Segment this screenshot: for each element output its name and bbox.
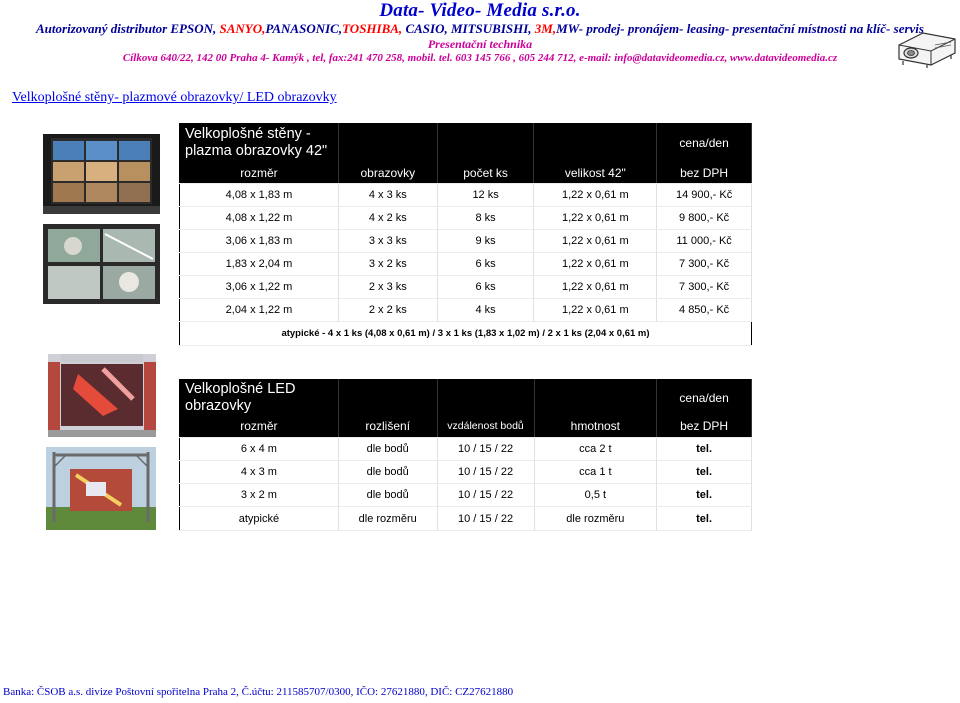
cell: 1,22 x 0,61 m <box>534 184 657 207</box>
atypical-note: atypické - 4 x 1 ks (4,08 x 0,61 m) / 3 x 1 ks (1,83 x 1,02 m) / 2 x 1 ks (2,04 x 0,61 m) <box>180 322 752 346</box>
cell: dle bodů <box>338 484 437 507</box>
plasma-table-title <box>180 124 339 163</box>
price-cell: tel. <box>657 438 752 461</box>
section-link[interactable]: Velkoplošné stěny- plazmové obrazovky/ LED obrazovky <box>12 90 337 105</box>
plasma-wall-photo <box>43 134 160 214</box>
table-row <box>180 438 752 461</box>
col-header-obrazovky: obrazovky <box>338 163 437 184</box>
table-row <box>180 207 752 230</box>
cell: 3,06 x 1,22 m <box>180 276 339 299</box>
table-row <box>180 276 752 299</box>
led-screen-photo <box>48 354 156 437</box>
price-cell: 14 900,- Kč <box>657 184 752 207</box>
brand-4: CASIO, <box>405 21 451 36</box>
led-price-table <box>179 379 752 531</box>
cell: 1,22 x 0,61 m <box>534 230 657 253</box>
brand-7: MW <box>556 21 579 36</box>
company-name: Data- Video- Media s.r.o. <box>379 0 581 21</box>
price-cell: 7 300,- Kč <box>657 253 752 276</box>
brand-1: SANYO, <box>219 21 266 36</box>
cell: 10 / 15 / 22 <box>437 507 534 531</box>
led-col-header-bez-dph: bez DPH <box>657 416 752 438</box>
cell: 10 / 15 / 22 <box>437 438 534 461</box>
table-row <box>180 299 752 322</box>
tagline: Presentační technika <box>427 37 533 51</box>
led-screen-photo-2 <box>46 447 156 530</box>
cell: atypické <box>180 507 339 531</box>
cell: 6 x 4 m <box>180 438 339 461</box>
cell: 6 ks <box>437 276 534 299</box>
cell: 0,5 t <box>534 484 657 507</box>
plasma-title-line1: Velkoplošné stěny - <box>185 126 311 143</box>
cell: 3,06 x 1,83 m <box>180 230 339 253</box>
cell: cca 1 t <box>534 461 657 484</box>
led-title-line2: obrazovky <box>185 397 252 414</box>
cell: 4 x 3 m <box>180 461 339 484</box>
cell: dle rozměru <box>338 507 437 531</box>
cell: 3 x 2 ks <box>338 253 437 276</box>
col-header-rozmer: rozměr <box>180 163 339 184</box>
led-col-header-hmotnost: hmotnost <box>534 416 657 438</box>
cell: 4 x 3 ks <box>338 184 437 207</box>
cell: 1,22 x 0,61 m <box>534 276 657 299</box>
plasma-price-table <box>179 123 752 346</box>
cell: 1,22 x 0,61 m <box>534 253 657 276</box>
price-per-day-header: cena/den <box>657 124 752 163</box>
cell: 2 x 2 ks <box>338 299 437 322</box>
cell: 6 ks <box>437 253 534 276</box>
cell: 10 / 15 / 22 <box>437 484 534 507</box>
distributor-prefix: Autorizovaný distributor <box>36 21 171 36</box>
cell: cca 2 t <box>534 438 657 461</box>
cell: 9 ks <box>437 230 534 253</box>
plasma-wall-photo-2 <box>43 224 160 304</box>
price-cell: tel. <box>657 484 752 507</box>
cell: 1,83 x 2,04 m <box>180 253 339 276</box>
led-table-title <box>180 380 339 416</box>
led-col-header-rozmer: rozměr <box>180 416 339 438</box>
table-row <box>180 184 752 207</box>
distributor-line <box>0 21 960 37</box>
cell: 12 ks <box>437 184 534 207</box>
price-cell: 11 000,- Kč <box>657 230 752 253</box>
projector-icon <box>893 25 959 69</box>
col-header-bez-dph: bez DPH <box>657 163 752 184</box>
col-header-velikost: velikost 42" <box>534 163 657 184</box>
cell: 1,22 x 0,61 m <box>534 299 657 322</box>
brand-2: PANASONIC, <box>265 21 343 36</box>
cell: 2,04 x 1,22 m <box>180 299 339 322</box>
led-col-header-rozliseni: rozlišení <box>338 416 437 438</box>
price-cell: tel. <box>657 461 752 484</box>
led-price-per-day-header: cena/den <box>657 380 752 416</box>
brand-6: 3M, <box>534 21 557 36</box>
cell: 4 x 2 ks <box>338 207 437 230</box>
led-col-header-vzdalenost: vzdálenost bodů <box>437 416 534 438</box>
cell: 1,22 x 0,61 m <box>534 207 657 230</box>
cell: dle bodů <box>338 438 437 461</box>
cell: 10 / 15 / 22 <box>437 461 534 484</box>
table-row <box>180 484 752 507</box>
cell: 4,08 x 1,83 m <box>180 184 339 207</box>
cell: dle rozměru <box>534 507 657 531</box>
cell: dle bodů <box>338 461 437 484</box>
cell: 3 x 2 m <box>180 484 339 507</box>
brand-0: EPSON, <box>170 21 220 36</box>
contact-line: Cílkova 640/22, 142 00 Praha 4- Kamýk , tel, fax:241 470 258, mobil. tel. 603 145 766 , 605 244 712, e-mail: info@datavideomedia.cz, www.datavideomedia.cz <box>122 52 838 64</box>
table-row <box>180 253 752 276</box>
table-row <box>180 230 752 253</box>
cell: 4 ks <box>437 299 534 322</box>
distributor-suffix: - prodej- pronájem- leasing- presentační místnosti na klíč- servis <box>578 21 924 36</box>
col-header-pocet: počet ks <box>437 163 534 184</box>
cell: 3 x 3 ks <box>338 230 437 253</box>
price-cell: 9 800,- Kč <box>657 207 752 230</box>
price-cell: 4 850,- Kč <box>657 299 752 322</box>
cell: 2 x 3 ks <box>338 276 437 299</box>
led-title-line1: Velkoplošné LED <box>185 380 296 397</box>
plasma-title-line2: plazma obrazovky 42" <box>185 143 328 160</box>
brand-3: TOSHIBA, <box>342 21 406 36</box>
table-row <box>180 507 752 531</box>
table-row <box>180 461 752 484</box>
price-cell: 7 300,- Kč <box>657 276 752 299</box>
bank-info-footer: Banka: ČSOB a.s. divize Poštovní spořitelna Praha 2, Č.účtu: 211585707/0300, IČO: 27621880, DIČ: CZ27621880 <box>3 686 514 698</box>
cell: 8 ks <box>437 207 534 230</box>
price-cell: tel. <box>657 507 752 531</box>
cell: 4,08 x 1,22 m <box>180 207 339 230</box>
brand-5: MITSUBISHI, <box>450 21 535 36</box>
